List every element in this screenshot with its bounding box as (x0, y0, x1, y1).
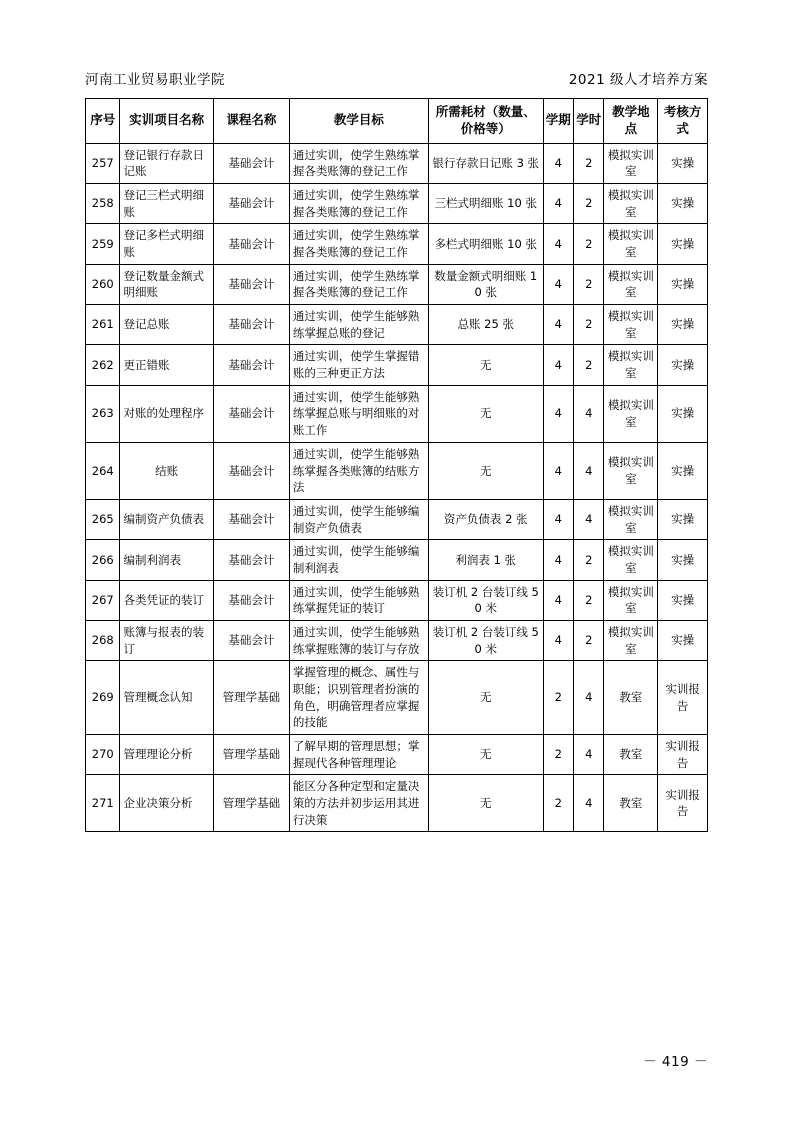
table-row (86, 540, 708, 580)
cell-materials: 无 (428, 442, 543, 499)
cell-teaching-goal: 能区分各种定型和定量决策的方法并初步运用其进行决策 (289, 775, 428, 832)
cell-hours: 4 (574, 661, 604, 735)
cell-hours: 4 (574, 775, 604, 832)
cell-course-name: 基础会计 (213, 264, 289, 304)
cell-assessment: 实训报告 (658, 775, 708, 832)
cell-term: 4 (543, 385, 573, 442)
cell-teaching-goal: 通过实训，使学生能够熟练掌握凭证的装订 (289, 580, 428, 620)
cell-course-name: 基础会计 (213, 224, 289, 264)
cell-teaching-goal: 通过实训，使学生熟练掌握各类账簿的登记工作 (289, 184, 428, 224)
column-header-course-name: 课程名称 (213, 99, 289, 144)
cell-course-name: 基础会计 (213, 580, 289, 620)
cell-teaching-goal: 通过实训，使学生能够熟练掌握总账与明细账的对账工作 (289, 385, 428, 442)
cell-hours: 2 (574, 224, 604, 264)
cell-assessment: 实操 (658, 620, 708, 660)
header-document-title: 2021 级人才培养方案 (568, 72, 708, 88)
cell-materials: 装订机 2 台装订线 50 米 (428, 620, 543, 660)
table-row (86, 385, 708, 442)
column-header-assessment: 考核方式 (658, 99, 708, 144)
cell-assessment: 实操 (658, 580, 708, 620)
cell-location: 教室 (604, 775, 658, 832)
cell-course-name: 基础会计 (213, 499, 289, 539)
cell-term: 4 (543, 499, 573, 539)
cell-assessment: 实操 (658, 264, 708, 304)
cell-teaching-goal: 通过实训，使学生能够编制资产负债表 (289, 499, 428, 539)
cell-index: 266 (86, 540, 120, 580)
table-row (86, 775, 708, 832)
cell-index: 267 (86, 580, 120, 620)
cell-assessment: 实训报告 (658, 734, 708, 774)
cell-index: 269 (86, 661, 120, 735)
cell-index: 270 (86, 734, 120, 774)
cell-term: 4 (543, 143, 573, 183)
page-header (85, 68, 708, 88)
column-header-term: 学期 (543, 99, 573, 144)
cell-index: 268 (86, 620, 120, 660)
cell-index: 263 (86, 385, 120, 442)
cell-project-name: 企业决策分析 (120, 775, 213, 832)
cell-location: 模拟实训室 (604, 385, 658, 442)
cell-materials: 无 (428, 775, 543, 832)
cell-hours: 2 (574, 264, 604, 304)
page-number: － 419 － (643, 1054, 708, 1070)
cell-index: 262 (86, 345, 120, 385)
cell-location: 模拟实训室 (604, 305, 658, 345)
cell-assessment: 实操 (658, 499, 708, 539)
cell-teaching-goal: 了解早期的管理思想；掌握现代各种管理理论 (289, 734, 428, 774)
cell-project-name: 登记银行存款日记账 (120, 143, 213, 183)
cell-materials: 多栏式明细账 10 张 (428, 224, 543, 264)
table-row (86, 734, 708, 774)
cell-materials: 银行存款日记账 3 张 (428, 143, 543, 183)
cell-teaching-goal: 通过实训，使学生掌握错账的三种更正方法 (289, 345, 428, 385)
cell-course-name: 管理学基础 (213, 661, 289, 735)
cell-teaching-goal: 通过实训，使学生熟练掌握各类账簿的登记工作 (289, 224, 428, 264)
cell-hours: 2 (574, 345, 604, 385)
cell-assessment: 实训报告 (658, 661, 708, 735)
cell-hours: 2 (574, 184, 604, 224)
cell-project-name: 结账 (120, 442, 213, 499)
cell-course-name: 基础会计 (213, 540, 289, 580)
cell-course-name: 基础会计 (213, 385, 289, 442)
cell-project-name: 账簿与报表的装订 (120, 620, 213, 660)
cell-project-name: 编制资产负债表 (120, 499, 213, 539)
cell-index: 259 (86, 224, 120, 264)
cell-assessment: 实操 (658, 540, 708, 580)
table-row (86, 499, 708, 539)
cell-term: 4 (543, 305, 573, 345)
column-header-location: 教学地点 (604, 99, 658, 144)
cell-index: 271 (86, 775, 120, 832)
cell-location: 模拟实训室 (604, 540, 658, 580)
cell-materials: 利润表 1 张 (428, 540, 543, 580)
cell-materials: 无 (428, 345, 543, 385)
cell-project-name: 登记总账 (120, 305, 213, 345)
cell-course-name: 基础会计 (213, 184, 289, 224)
cell-index: 257 (86, 143, 120, 183)
cell-course-name: 基础会计 (213, 143, 289, 183)
cell-assessment: 实操 (658, 385, 708, 442)
cell-assessment: 实操 (658, 345, 708, 385)
cell-location: 模拟实训室 (604, 442, 658, 499)
cell-teaching-goal: 通过实训，使学生熟练掌握各类账簿的登记工作 (289, 143, 428, 183)
cell-materials: 总账 25 张 (428, 305, 543, 345)
cell-location: 模拟实训室 (604, 580, 658, 620)
column-header-project-name: 实训项目名称 (120, 99, 213, 144)
cell-index: 261 (86, 305, 120, 345)
cell-teaching-goal: 通过实训，使学生能够熟练掌握账簿的装订与存放 (289, 620, 428, 660)
table-row (86, 661, 708, 735)
cell-term: 2 (543, 734, 573, 774)
cell-project-name: 登记三栏式明细账 (120, 184, 213, 224)
cell-location: 模拟实训室 (604, 143, 658, 183)
cell-course-name: 基础会计 (213, 620, 289, 660)
cell-project-name: 登记多栏式明细账 (120, 224, 213, 264)
cell-course-name: 基础会计 (213, 345, 289, 385)
header-institution: 河南工业贸易职业学院 (85, 72, 225, 88)
cell-materials: 数量金额式明细账 10 张 (428, 264, 543, 304)
cell-project-name: 对账的处理程序 (120, 385, 213, 442)
table-row (86, 620, 708, 660)
cell-hours: 2 (574, 540, 604, 580)
cell-materials: 资产负债表 2 张 (428, 499, 543, 539)
cell-hours: 2 (574, 620, 604, 660)
cell-course-name: 管理学基础 (213, 734, 289, 774)
column-header-teaching-goal: 教学目标 (289, 99, 428, 144)
table-row (86, 184, 708, 224)
cell-term: 4 (543, 540, 573, 580)
cell-materials: 三栏式明细账 10 张 (428, 184, 543, 224)
cell-hours: 2 (574, 580, 604, 620)
cell-term: 4 (543, 184, 573, 224)
table-row (86, 264, 708, 304)
table-row (86, 580, 708, 620)
cell-term: 2 (543, 775, 573, 832)
cell-hours: 4 (574, 499, 604, 539)
cell-location: 模拟实训室 (604, 224, 658, 264)
cell-assessment: 实操 (658, 305, 708, 345)
cell-course-name: 基础会计 (213, 442, 289, 499)
cell-assessment: 实操 (658, 184, 708, 224)
cell-teaching-goal: 通过实训，使学生熟练掌握各类账簿的登记工作 (289, 264, 428, 304)
cell-materials: 无 (428, 661, 543, 735)
table-row (86, 345, 708, 385)
cell-index: 260 (86, 264, 120, 304)
cell-hours: 2 (574, 305, 604, 345)
cell-location: 教室 (604, 661, 658, 735)
training-projects-table (85, 98, 708, 832)
table-row (86, 442, 708, 499)
column-header-materials: 所需耗材（数量、价格等） (428, 99, 543, 144)
cell-term: 4 (543, 442, 573, 499)
cell-hours: 4 (574, 734, 604, 774)
cell-teaching-goal: 通过实训，使学生能够熟练掌握总账的登记 (289, 305, 428, 345)
cell-index: 265 (86, 499, 120, 539)
column-header-index: 序号 (86, 99, 120, 144)
cell-project-name: 登记数量金额式明细账 (120, 264, 213, 304)
cell-term: 4 (543, 580, 573, 620)
column-header-hours: 学时 (574, 99, 604, 144)
cell-index: 264 (86, 442, 120, 499)
cell-materials: 无 (428, 734, 543, 774)
cell-project-name: 各类凭证的装订 (120, 580, 213, 620)
cell-hours: 4 (574, 442, 604, 499)
cell-term: 2 (543, 661, 573, 735)
cell-term: 4 (543, 264, 573, 304)
cell-teaching-goal: 通过实训，使学生能够熟练掌握各类账簿的结账方法 (289, 442, 428, 499)
cell-project-name: 管理理论分析 (120, 734, 213, 774)
cell-assessment: 实操 (658, 143, 708, 183)
cell-hours: 2 (574, 143, 604, 183)
cell-course-name: 基础会计 (213, 305, 289, 345)
cell-assessment: 实操 (658, 224, 708, 264)
cell-term: 4 (543, 345, 573, 385)
cell-hours: 4 (574, 385, 604, 442)
cell-term: 4 (543, 620, 573, 660)
cell-materials: 装订机 2 台装订线 50 米 (428, 580, 543, 620)
cell-term: 4 (543, 224, 573, 264)
table-row (86, 305, 708, 345)
cell-project-name: 编制利润表 (120, 540, 213, 580)
cell-teaching-goal: 通过实训，使学生能够编制利润表 (289, 540, 428, 580)
cell-location: 模拟实训室 (604, 184, 658, 224)
cell-location: 模拟实训室 (604, 620, 658, 660)
cell-location: 模拟实训室 (604, 264, 658, 304)
cell-index: 258 (86, 184, 120, 224)
table-header-row (86, 99, 708, 144)
table-row (86, 224, 708, 264)
cell-course-name: 管理学基础 (213, 775, 289, 832)
cell-project-name: 更正错账 (120, 345, 213, 385)
cell-teaching-goal: 掌握管理的概念、属性与职能；识别管理者扮演的角色，明确管理者应掌握的技能 (289, 661, 428, 735)
cell-project-name: 管理概念认知 (120, 661, 213, 735)
cell-location: 模拟实训室 (604, 499, 658, 539)
cell-assessment: 实操 (658, 442, 708, 499)
table-body (86, 143, 708, 832)
cell-materials: 无 (428, 385, 543, 442)
cell-location: 模拟实训室 (604, 345, 658, 385)
table-row (86, 143, 708, 183)
cell-location: 教室 (604, 734, 658, 774)
